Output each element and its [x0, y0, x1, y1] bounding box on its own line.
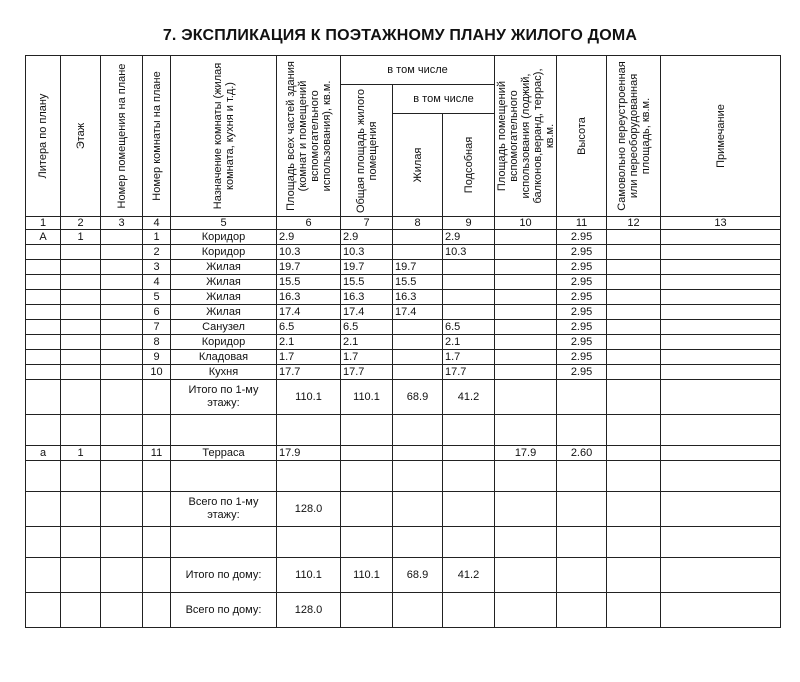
vsego-floor-row: Всего по 1-му этажу: 128.0	[26, 492, 781, 527]
vsego-dom-row: Всего по дому: 128.0	[26, 593, 781, 628]
header-samovolno: Самовольно переустроенная или переоборудованная площадь, кв.м.	[607, 56, 661, 217]
header-etazh: Этаж	[61, 56, 101, 217]
vsego-dom-label: Всего по дому:	[171, 593, 277, 628]
blank-row	[26, 527, 781, 558]
header-vspomogatelnye: Площадь помещений вспомогательного использования (лоджий, балконов,веранд, террас), кв.м.	[495, 56, 557, 217]
itogo-dom-row: Итого по дому: 110.1 110.1 68.9 41.2	[26, 558, 781, 593]
vsego-floor-label: Всего по 1-му этажу:	[171, 492, 277, 527]
table-row: 4 Жилая 15.5 15.5 15.5 2.95	[26, 275, 781, 290]
header-vysota: Высота	[557, 56, 607, 217]
table-row: 5 Жилая 16.3 16.3 16.3 2.95	[26, 290, 781, 305]
header-litera: Литера по плану	[26, 56, 61, 217]
itogo-floor-row: Итого по 1-му этажу: 110.1 110.1 68.9 41.2	[26, 380, 781, 415]
header-nomer-komnaty: Номер комнаты на плане	[143, 56, 171, 217]
header-primechanie: Примечание	[661, 56, 781, 217]
table-row: 7 Санузел 6.5 6.5 6.5 2.95	[26, 320, 781, 335]
header-v-tom-chisle: в том числе	[341, 56, 495, 85]
itogo-floor-label: Итого по 1-му этажу:	[171, 380, 277, 415]
header-zhilaya: Жилая	[393, 114, 443, 217]
column-numbers-row: 1 2 3 4 5 6 7 8 9 10 11 12 13	[26, 217, 781, 230]
blank-row	[26, 461, 781, 492]
header-nomer-pomeshcheniya: Номер помещения на плане	[101, 56, 143, 217]
table-row: 8 Коридор 2.1 2.1 2.1 2.95	[26, 335, 781, 350]
table-row: 3 Жилая 19.7 19.7 19.7 2.95	[26, 260, 781, 275]
header-obshchaya: Общая площадь жилого помещения	[341, 85, 393, 217]
header-row-1	[26, 56, 781, 85]
header-naznachenie: Назначение комнаты (жилая комната, кухня и т.д.)	[171, 56, 277, 217]
table-row: 2 Коридор 10.3 10.3 10.3 2.95	[26, 245, 781, 260]
header-podsobnaya: Подсобная	[443, 114, 495, 217]
table-row: 6 Жилая 17.4 17.4 17.4 2.95	[26, 305, 781, 320]
document-title: 7. ЭКСПЛИКАЦИЯ К ПОЭТАЖНОМУ ПЛАНУ ЖИЛОГО ДОМА	[162, 27, 638, 44]
table-row: 9 Кладовая 1.7 1.7 1.7 2.95	[26, 350, 781, 365]
header-ploshchad: Площадь всех частей здания (комнат и помещений вспомогательного использования), кв.м.	[277, 56, 341, 217]
explication-table	[25, 55, 781, 628]
blank-row	[26, 415, 781, 446]
table-row: 10 Кухня 17.7 17.7 17.7 2.95	[26, 365, 781, 380]
header-v-tom-chisle-2: в том числе	[393, 85, 495, 114]
terrace-row: а 1 11 Терраса 17.9 17.9 2.60	[26, 446, 781, 461]
table-row: А 1 1 Коридор 2.9 2.9 2.9 2.95	[26, 230, 781, 245]
itogo-dom-label: Итого по дому:	[171, 558, 277, 593]
